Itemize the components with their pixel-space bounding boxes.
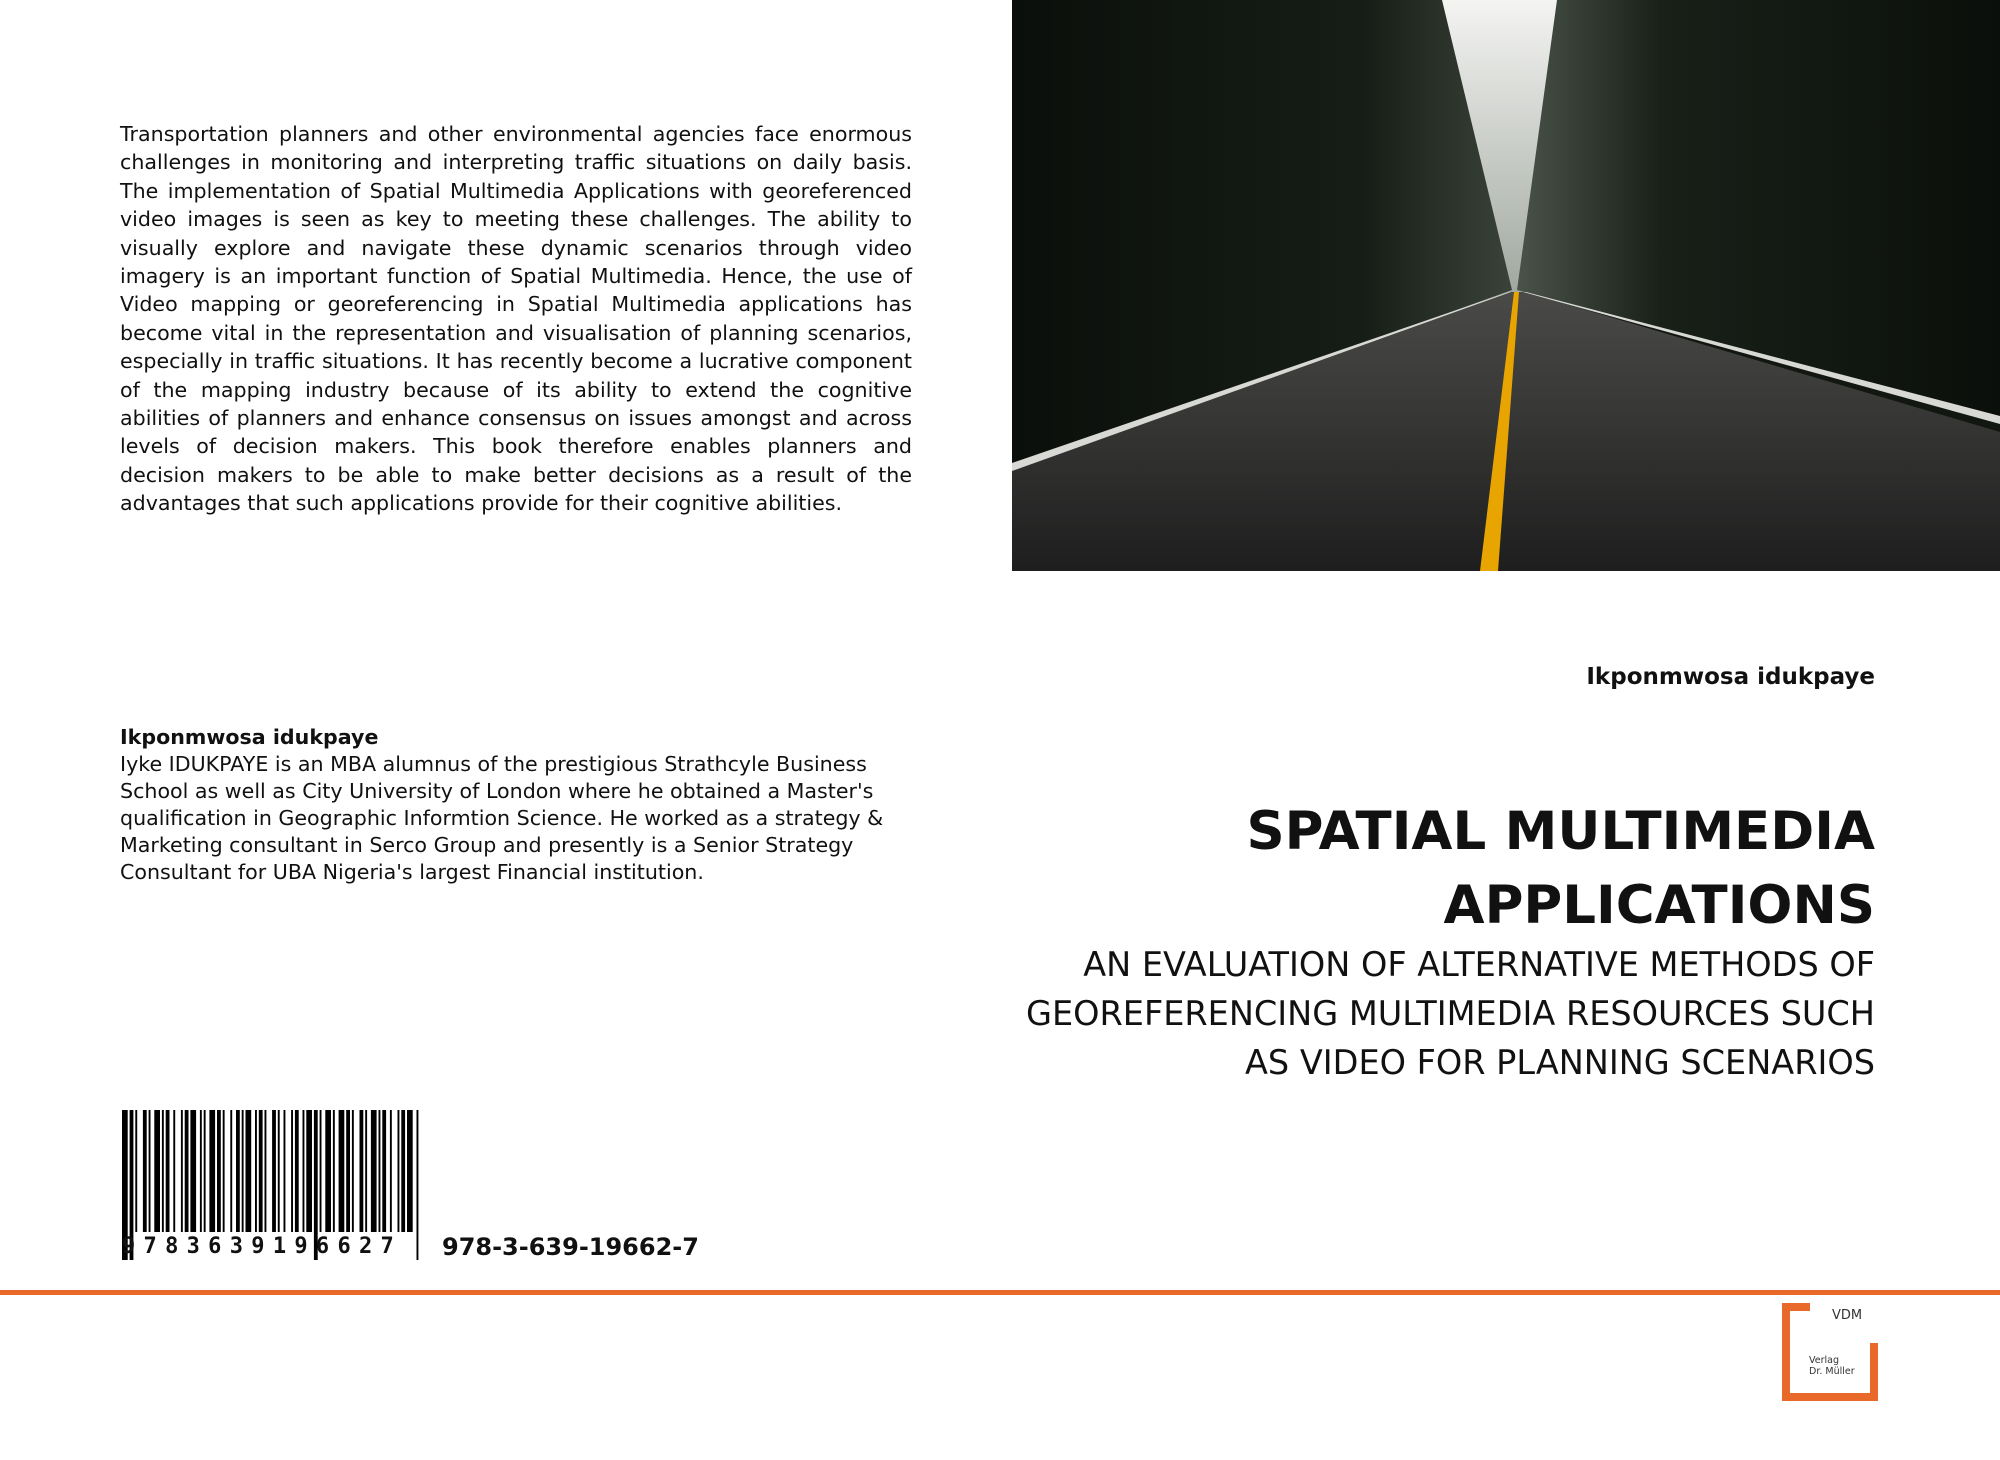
barcode-bar bbox=[162, 1110, 164, 1232]
barcode-bar bbox=[360, 1110, 364, 1232]
barcode-bar bbox=[352, 1110, 354, 1232]
author-bio-text: Iyke IDUKPAYE is an MBA alumnus of the prestigious Strathcyle Business School as well as City University of London where he obtained a Master's qualification in Geographic Informtion Science. He worked as a strategy & Marketing consultant in Serco Group and presently is a Senior Strategy Consultant for UBA Nigeria's largest Financial institution. bbox=[120, 752, 884, 884]
barcode-bar bbox=[204, 1110, 206, 1232]
barcode-bar bbox=[371, 1110, 377, 1232]
barcode-bar bbox=[265, 1110, 267, 1232]
barcode-bar bbox=[185, 1110, 189, 1232]
barcode-bar bbox=[217, 1110, 221, 1232]
barcode-bar bbox=[190, 1110, 196, 1232]
barcode-bar bbox=[284, 1110, 286, 1232]
barcode-bar bbox=[200, 1110, 202, 1232]
front-author: Ikponmwosa idukpaye bbox=[1586, 664, 1875, 690]
vdm-logo-subtext bbox=[1809, 1355, 1855, 1377]
author-bio-name: Ikponmwosa idukpaye bbox=[120, 725, 379, 749]
isbn-number: 978-3-639-19662-7 bbox=[442, 1233, 699, 1261]
book-subtitle: AN EVALUATION OF ALTERNATIVE METHODS OF GEOREFERENCING MULTIMEDIA RESOURCES SUCH AS VIDEO FOR PLANNING SCENARIOS bbox=[1026, 945, 1875, 1082]
barcode-bar bbox=[246, 1110, 252, 1232]
barcode-bar bbox=[303, 1110, 305, 1232]
vdm-logo-verlag: Verlag bbox=[1809, 1355, 1840, 1366]
barcode-bar bbox=[325, 1110, 331, 1232]
author-bio bbox=[120, 724, 900, 886]
orange-divider bbox=[0, 1290, 2000, 1295]
barcode-bar bbox=[365, 1110, 367, 1232]
barcode-bar bbox=[255, 1110, 257, 1232]
barcode-bar bbox=[242, 1110, 244, 1232]
barcode-bar bbox=[295, 1110, 299, 1232]
barcode-bar bbox=[149, 1110, 151, 1232]
barcode-bar bbox=[291, 1110, 293, 1232]
barcode-bar bbox=[339, 1110, 345, 1232]
barcode-bar bbox=[154, 1110, 160, 1232]
barcode-bar bbox=[259, 1110, 263, 1232]
vdm-publisher-logo bbox=[1782, 1303, 1878, 1401]
barcode-bar bbox=[173, 1110, 175, 1232]
barcode-bar bbox=[379, 1110, 381, 1232]
barcode-bar bbox=[407, 1110, 413, 1232]
barcode-bar bbox=[223, 1110, 225, 1232]
vdm-logo-publisher: Dr. Müller bbox=[1809, 1366, 1855, 1377]
forest-road-photo bbox=[1012, 0, 2000, 571]
vdm-logo-text: VDM bbox=[1832, 1308, 1863, 1323]
barcode-bar bbox=[320, 1110, 322, 1232]
barcode-bar bbox=[135, 1110, 137, 1232]
barcode-bar bbox=[230, 1110, 232, 1232]
barcode-bar bbox=[401, 1110, 405, 1232]
barcode-bar bbox=[166, 1110, 170, 1232]
back-cover-blurb: Transportation planners and other environmental agencies face enormous challenges in monitoring and interpreting traffic situations on daily basis. The implementation of Spatial Multimedia Applications with georeferenced video images is seen as key to meeting these challenges. The ability to visually explore and navigate these dynamic scenarios through video imagery is an important function of Spatial Multimedia. Hence, the use of Video mapping or georeferencing in Spatial Multimedia applications has become vital in the representation and visualisation of planning scenarios, especially in traffic situations. It has recently become a lucrative component of the mapping industry because of its ability to extend the cognitive abilities of planners and enhance consensus on issues amongst and across levels of decision makers. This book therefore enables planners and decision makers to be able to make better decisions as a result of the advantages that such applications provide for their cognitive abilities. bbox=[120, 122, 912, 516]
barcode-bar bbox=[398, 1110, 400, 1232]
barcode-bar bbox=[209, 1110, 215, 1232]
barcode-bar bbox=[236, 1110, 240, 1232]
barcode-bar bbox=[390, 1110, 392, 1232]
barcode-bar bbox=[382, 1110, 386, 1232]
barcode-bar bbox=[278, 1110, 280, 1232]
barcode-bar bbox=[272, 1110, 276, 1232]
barcode-bar bbox=[333, 1110, 335, 1232]
book-title: SPATIAL MULTIMEDIA APPLICATIONS bbox=[1246, 801, 1875, 936]
barcode-digits: 9783639196627 bbox=[122, 1234, 403, 1259]
barcode-bar bbox=[306, 1110, 312, 1232]
barcode-bar bbox=[143, 1110, 147, 1232]
barcode-bar bbox=[181, 1110, 183, 1232]
barcode-bar bbox=[346, 1110, 350, 1232]
